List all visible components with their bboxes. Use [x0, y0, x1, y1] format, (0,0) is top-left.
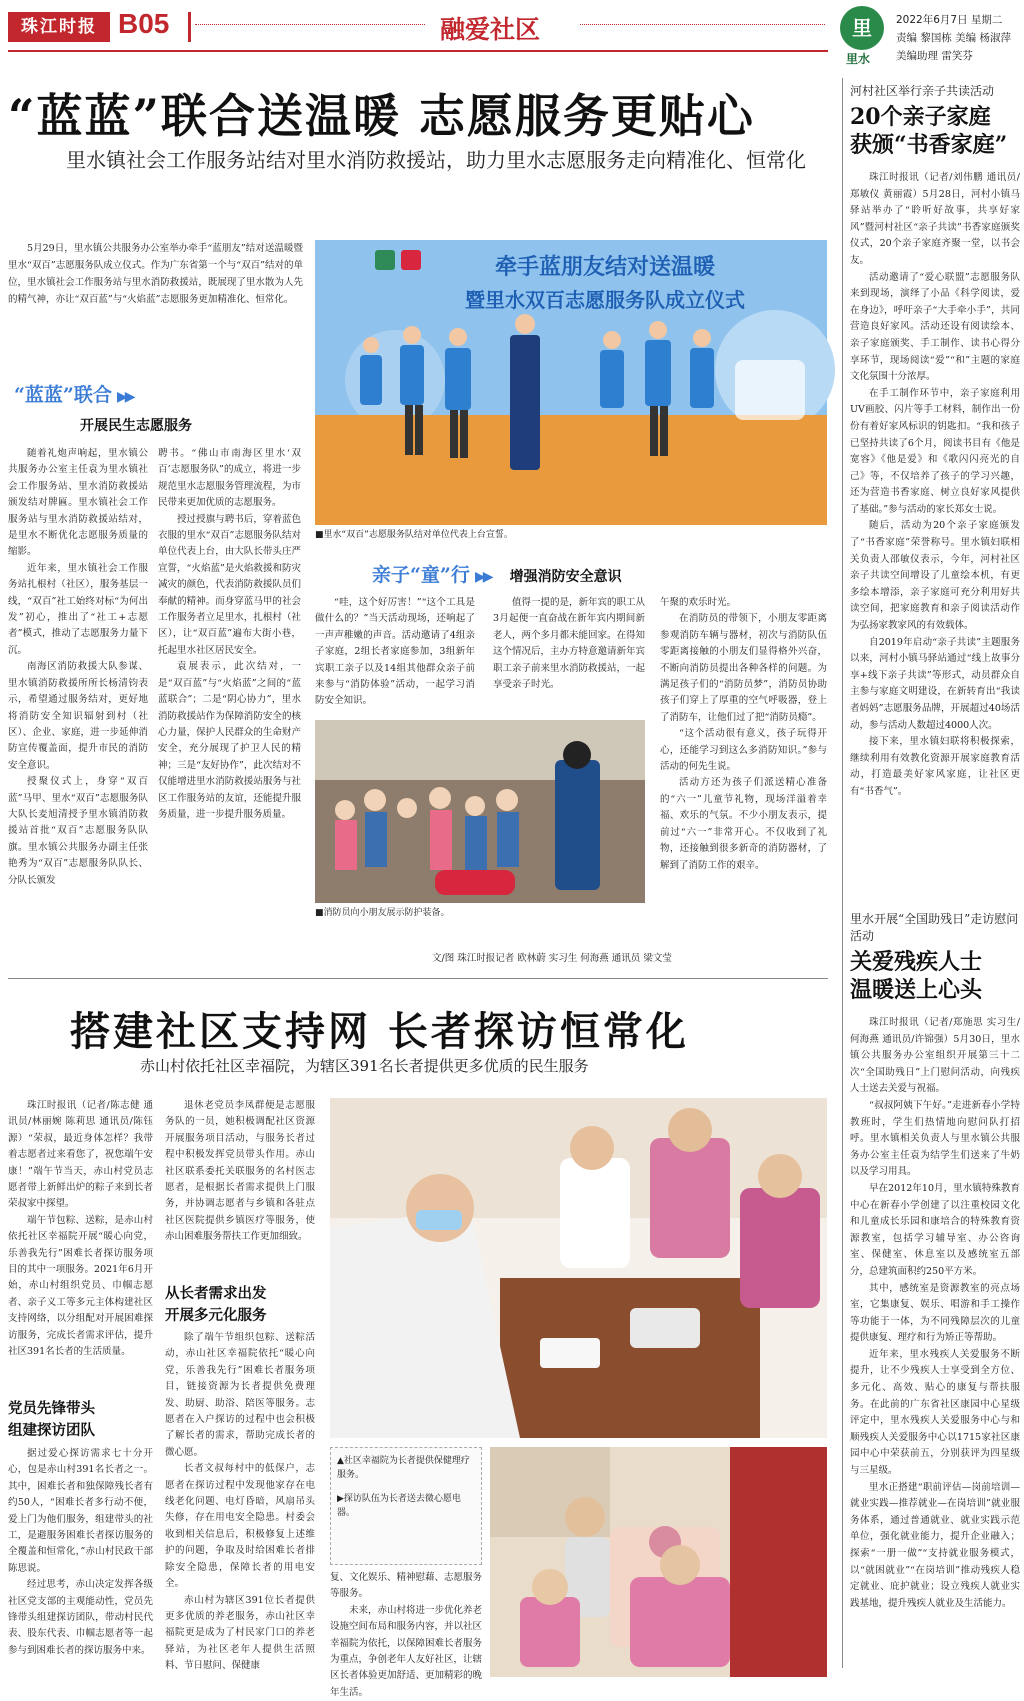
header-dotted-rule-left	[195, 24, 425, 25]
paragraph: 随着礼炮声响起，里水镇公共服务办公室主任袁为里水镇社会工作服务站、里水消防救援站颁发结对牌匾。里水镇社会工作服务站与里水消防救援站结对，是里水不断优化志愿服务质量的缩影。	[8, 448, 148, 558]
story1-column-4	[493, 595, 645, 693]
story1-lead: 5月29日，里水镇公共服务办公室举办牵手“蓝朋友”结对送温暖暨里水“双百”志愿服务队成立仪式。作为广东省第一个与“双百”结对的单位，里水镇社会工作服务站与里水消防救援站，既展现了里水散为人先的精气神，亦让“双百蓝”与“火焰蓝”志愿服务更加精准化、恒常化。	[8, 243, 303, 305]
story2-column-2b	[165, 1330, 315, 1675]
ceremony-photo	[315, 240, 827, 525]
page-number: B05	[118, 8, 170, 39]
sidebar-b-kicker: 里水开展“全国助残日”走访慰问活动	[850, 912, 1019, 943]
sidebar-a-headline: 20个亲子家庭 获颁“书香家庭”	[850, 104, 1008, 158]
sidebar-b-headline: 关爱残疾人士 温暖送上心头	[850, 949, 983, 1003]
story1-subhead: 里水镇社会工作服务站结对里水消防救援站，助力里水志愿服务走向精准化、恒常化	[66, 148, 806, 172]
paragraph: 活动邀请了“爱心联盟”志愿服务队来到现场，演绎了小品《科学阅读，爱在身边》，呼吁亲子“大手牵小手”，共同营造良好家风。活动还设有阅读绘本、亲子家庭颁奖、手工制作、读书心得分享环节，现场阅读“爱”“和”主题的家庭文化氛围十分浓厚。	[850, 271, 1020, 383]
double-arrow-icon: ▶▶	[116, 389, 133, 405]
paragraph: 值得一提的是，新年宾的职工从3月起便一直奋战在新年宾内期间新老人，两个多月都未能回家。在得知这个情况后，主办方特意邀请新年宾职工亲子前来里水消防救援站，一起享受亲子时光。	[493, 597, 646, 691]
visit-photo	[490, 1447, 827, 1677]
town-logo-icon: 里	[840, 6, 884, 50]
editors-line-2: 美编助理 雷笑芬	[896, 50, 973, 62]
story1-column-2	[158, 446, 301, 823]
paragraph: 早在2012年10月，里水镇特殊教育中心在新春小学创建了以注重校园文化和儿童成长乐园和康培合的特殊教育资源教室，包括学习辅导室、办公咨询室、保健室、休息室以及感统室五部分，总建筑面积约250平方米。	[850, 1182, 1020, 1277]
health-photo-caption-b: ▶探访队伍为长者送去微心愿电器。	[337, 1494, 461, 1518]
story1-column-3	[315, 595, 475, 710]
paragraph: 近年来，里水镇社会工作服务站扎根村（社区），服务基层一线，“双百”社工始终对标“为何出发”初心，推出了“社工+志愿者”模式，推动了志愿服务力量下沉。	[8, 562, 148, 656]
section-name: 融爱社区	[440, 15, 541, 44]
story2-column-3	[330, 1570, 482, 1701]
paragraph: 在手工制作环节中，亲子家庭利用UV画胶、闪片等手工材料，制作出一份份有着好家风标识的钥匙扣。“我和孩子已坚持共读了6个月，阅读书目有《他是宽容》《他是爱》和《歌闪闪亮光的自己》等，不仅培养了孩子的学习兴趣，还为营造书香家庭、树立良好家风提供了基础。”参与活动的家长郑女士说。	[850, 387, 1020, 515]
paragraph: “叔叔阿姨下午好。”走进新春小学特教班时，学生们热情地向慰问队打招呼。里水镇相关负责人与里水镇公共服务办公室主任袁为结学生们送来了牛奶以及学习用具。	[850, 1099, 1020, 1178]
story2-headline: 搭建社区支持网 长者探访恒常化	[70, 1008, 689, 1055]
paragraph: “这个活动很有意义，孩子玩得开心，还能学习到这么多消防知识。”参与活动的何先生说。	[660, 728, 827, 773]
paragraph: 赤山村为辖区391位长者提供更多优质的养老服务，赤山社区幸福院更是成为了村民家门口的养老驿站，为社区老年人提供生活照料、节日慰问、保健康	[165, 1594, 315, 1672]
paragraph: 聘书。“佛山市南海区里水‘双百’志愿服务队”的成立，将进一步规范里水志愿服务管理流程，为市民带来更加优质的志愿服务。	[158, 448, 301, 509]
paragraph: 经过思考，赤山决定发挥各级社区党支部的主观能动性，党员先锋带头组建探访团队，带动村民代表、股东代表、巾帼志愿者等一起参与到困难长者的探访服务中来。	[8, 1579, 153, 1656]
editors-line-1: 责编 黎国栋 美编 杨淑萍	[896, 32, 1012, 44]
paragraph: 午聚的欢乐时光。	[660, 597, 737, 608]
banner-line-1: 牵手蓝朋友结对送温暖	[494, 254, 715, 280]
health-photo-captions-box	[330, 1447, 482, 1565]
paragraph: 复、文化娱乐、精神慰藉、志愿服务等服务。	[330, 1572, 483, 1600]
story2-column-2	[165, 1098, 315, 1246]
paragraph: “哇，这个好厉害！”“这个工具是做什么的？”当天活动现场，还响起了一声声稚嫩的声音。活动邀请了4组亲子家庭，2组长者家庭参加，3组新年宾职工亲子以及14组其他群众亲子前来参与“消防体验”活动，一起学习消防安全知识。	[315, 597, 475, 707]
story1-column-1	[8, 446, 148, 889]
story1-column-5	[660, 595, 827, 874]
paragraph: 随后，活动为20个亲子家庭颁发了“书香家庭”荣誉称号。里水镇妇联相关负责人邵敏仪表示，今年，河村社区亲子共读空间增设了儿童绘本机，有更多绘本增添，亲子家庭可充分利用好共读空间，把家庭教育和亲子阅读活动作为弘扬家教家风的有效载体。	[850, 520, 1020, 632]
banner-line-2: 暨里水双百志愿服务队成立仪式	[465, 288, 745, 312]
story2-column-1	[8, 1098, 153, 1361]
paragraph: 自2019年启动“亲子共读”主题服务以来，河村小镇马驿站通过“线上故事分享+线下亲子共读”等形式，动员群众自主参与家庭文明建设，在新转育出“我读者妈妈”志愿服务品牌，开展超过40场活动，参与活动人数超过4000人次。	[850, 636, 1020, 731]
paragraph: 珠江时报讯（记者/刘伟鹏 通讯员/郑敏仪 黄丽霞）5月28日，河村小镇马驿站举办了“聆听好故事，共享好家风”暨河村社区“亲子共读”书香家庭颁奖仪式，20个亲子家庭齐聚一堂，以书会友。	[850, 172, 1020, 266]
paragraph: 长者文叔每村中的低保户，志愿者在探访过程中发现他家存在电线老化问题、电灯昏暗，风扇吊头失修，存在用电安全隐患。村委会收到相关信息后，积极修复上述维护的问题，争取及时给困难长者排除安全隐患，保障长者的用电安全。	[165, 1463, 315, 1590]
paragraph: 珠江时报讯（记者/陈志健 通讯员/林丽婉 陈莉思 通讯员/陈钰源）“荣叔，最近身体怎样？我带着志愿者过来看您了，祝您端午安康！”端午节当天，赤山村党员志愿者带上新鲜出炉的粽子来到长者荣叔家中探望。	[8, 1100, 153, 1210]
ceremony-photo-caption: ■里水“双百”志愿服务队结对单位代表上台宣誓。	[315, 530, 513, 540]
paragraph: 里水正搭建“职前评估—岗前培训—就业实践—推荐就业—在岗培训”就业服务体系，通过普通就业、就业实践示范单位，强化就业能力，提升企业融入；探索“一册一做”“支持就业服务模式，以“就困就业”“在岗培训”推动残疾人稳定就业、庇护就业；设立残疾人就业实践基地，提升残疾人就业及生活能力。	[850, 1481, 1020, 1609]
visit-photo-art	[490, 1447, 827, 1677]
paragraph: 未来，赤山村将进一步优化养老设施空间布局和服务内容，并以社区幸福院为依托，以保障困难长者服务为重点，争创老年人友好社区，让辖区长者体验更加舒适、更加精彩的晚年生活。	[330, 1604, 483, 1698]
paragraph: 珠江时报讯（记者/郑施思 实习生/何海燕 通讯员/许锦强）5月30日，里水镇公共服务办公室组织开展第三十二次“全国助残日”上门慰问活动，向残疾人士送去关爱与祝福。	[850, 1017, 1020, 1095]
paragraph: 其中，感统室是资源教室的亮点场室，它集康复、娱乐、唱游和手工操作等功能于一体，为不同残障层次的儿童提供康复、理疗和行为矫正等帮助。	[850, 1282, 1020, 1344]
sidebar-divider	[842, 78, 843, 1668]
town-logo-text: 里水	[846, 52, 871, 66]
sidebar-b-body	[850, 1015, 1020, 1612]
paragraph: 活动方还为孩子们派送精心准备的“六一”儿童节礼物，现场洋溢着幸福、欢乐的气氛。不少小朋友表示，提前过“六一”非常开心。不仅收到了礼物，还接触到很多新奇的消防器材，了解到了消防工作的艰辛。	[660, 777, 827, 871]
firefighter-photo-caption: ■消防员向小朋友展示防护装备。	[315, 908, 450, 918]
section2-title-text: 亲子“童”行	[372, 564, 470, 586]
paragraph: 在消防员的带领下，小朋友零距离参观消防车辆与器材，初次与消防队伍零距离接触的小朋友们显得格外兴奋，不断向消防员提出各种各样的问题。为满足孩子们的“消防员梦”，消防员协助孩子们穿上了厚重的空气呼吸器，登上了消防车，让他们过了把“消防员瘾”。	[660, 613, 827, 723]
section1-title-text: “蓝蓝”联合	[14, 384, 112, 406]
health-check-photo	[330, 1098, 827, 1438]
double-arrow-icon: ▶▶	[474, 569, 491, 585]
story1-section1-subtitle: 开展民生志愿服务	[80, 418, 192, 434]
issue-date: 2022年6月7日 星期二	[896, 14, 1003, 26]
paragraph: 据过爱心探访需求七十分开心，包是赤山村391名长者之一。其中，困难长者和独保障残长者有约50人，“困难长者多行动不便，爱上门为他们服务，组建带头的社工，是避服务困难长者探访服务的全覆盖和恒常化，”赤山村民政干部陈思说。	[8, 1448, 153, 1574]
story1-section1-title	[14, 380, 304, 407]
story-divider	[8, 978, 828, 979]
paragraph: 端午节包粽、送粽，是赤山村依托社区幸福院开展“暖心向党，乐善我先行”困难长者探访服务项目的其中一项服务。2021年6月开始，赤山村组织党员、巾帼志愿者、亲子义工等多元主体构建社区支持网络，以分组配对开展困难探访服务，完成长者需求评估，提升社区391名长者的生活质量。	[8, 1214, 153, 1358]
story1-headline: “蓝蓝”联合送温暖 志愿服务更贴心	[8, 89, 755, 143]
masthead-logo: 珠江时报	[8, 12, 110, 42]
story2-subhead-b: 从长者需求出发 开展多元化服务	[165, 1285, 267, 1324]
story2-column-1b	[8, 1446, 153, 1659]
section2-subtitle: 增强消防安全意识	[509, 569, 622, 585]
sidebar-a-body	[850, 170, 1020, 801]
story1-credit: 文/图 珠江时报记者 欧林蔚 实习生 何海燕 通讯员 梁文莹	[432, 953, 672, 964]
paragraph: 近年来，里水残疾人关爱服务不断提升，让不少残疾人士享受到全方位、多元化、高效、贴心的康复与帮扶服务。在此前的广东省社区康园中心星级评定中，里水残疾人关爱服务中心与和顺残疾人关爱服务中心以1715家社区康园中心中荣获前五，分别获评为四星级与三星级。	[850, 1348, 1020, 1477]
story1-section2-title	[372, 560, 622, 587]
firefighter-photo	[315, 720, 645, 903]
paragraph: 除了端午节组织包粽、送粽活动，赤山社区幸福院依托“暖心向党，乐善我先行”困难长者服务项目，链接资源为长者提供免费理发、助厨、助浴、陪医等服务。志愿者在入户探访的过程中也会积极了解长者的需求，帮助完成长者的微心愿。	[165, 1332, 315, 1458]
paragraph: 南海区消防救援大队参谋、里水镇消防救援所所长杨清钧表示，希望通过服务结对，更好地将消防安全知识辐射到村（社区）、企业、家庭，进一步延伸消防宣传覆盖面，提升市民的消防安全意识。	[8, 661, 148, 771]
header-dotted-rule-right	[580, 24, 825, 25]
ceremony-photo-art	[315, 240, 827, 525]
page-number-bar	[188, 12, 191, 42]
firefighter-photo-art	[315, 720, 645, 903]
paragraph: 袁展表示，此次结对，一是“双百蓝”与“火焰蓝”之间的“蓝蓝联合”；二是“阴心协力”，里水消防救援站作为保障消防安全的核心力量，保护人民群众的生命财产安全，充分展现了护卫人民的精神；三是“友好协作”，此次结对不仅能增进里水消防救援站服务与社区工作服务站的友谊，还能提升服务质量，进一步提升服务质量。	[158, 661, 301, 820]
story2-subhead-a: 党员先锋带头 组建探访团队	[8, 1400, 95, 1439]
paragraph: 授聚仪式上，身穿“双百蓝”马甲、里水“双百”志愿服务队大队长麦旭清授予里水镇消防救援站首批“双百”志愿服务队队旗。里水镇公共服务办副主任张艳秀为“双百”志愿服务队队长、分队长颁发	[8, 776, 148, 886]
sidebar-a-kicker: 河村社区举行亲子共读活动	[850, 84, 995, 98]
header-rule	[8, 50, 828, 52]
paragraph: 退休老党员李凤群便是志愿服务队的一员，她积极调配社区资源开展服务项目活动，与服务长者过程中积极发挥党员带头作用。赤山社区联系委托关联服务的名村医志愿者，是根据长者需求提供上门服务，并协调志愿者与乡镇和各驻点社区医院提供乡镇医疗等服务，使赤山困难服务帮扶工作更加细致。	[165, 1100, 315, 1243]
story2-subhead: 赤山村依托社区幸福院，为辖区391名长者提供更多优质的民生服务	[140, 1057, 589, 1075]
paragraph: 授过授旗与聘书后，穿着蓝色衣服的里水“双百”志愿服务队结对单位代表上台，由大队长带头庄严宣誓，“火焰蓝”是火焰救援和防灾减灾的颜色，代表消防救援队员们奉献的精神。而身穿蓝马甲的社会工作服务者立足里水，扎根村（社区），让“双百蓝”遍布大街小巷，托起里水社区居民安全。	[158, 513, 301, 656]
health-photo-caption-a: ▲社区幸福院为长者提供保健理疗服务。	[337, 1456, 470, 1480]
paragraph: 接下来，里水镇妇联将积极探索，继续利用有效教化资源开展家庭教育活动，打造最美好家风家庭，让社区更有“书香气”。	[850, 736, 1020, 797]
health-check-photo-art	[330, 1098, 827, 1438]
